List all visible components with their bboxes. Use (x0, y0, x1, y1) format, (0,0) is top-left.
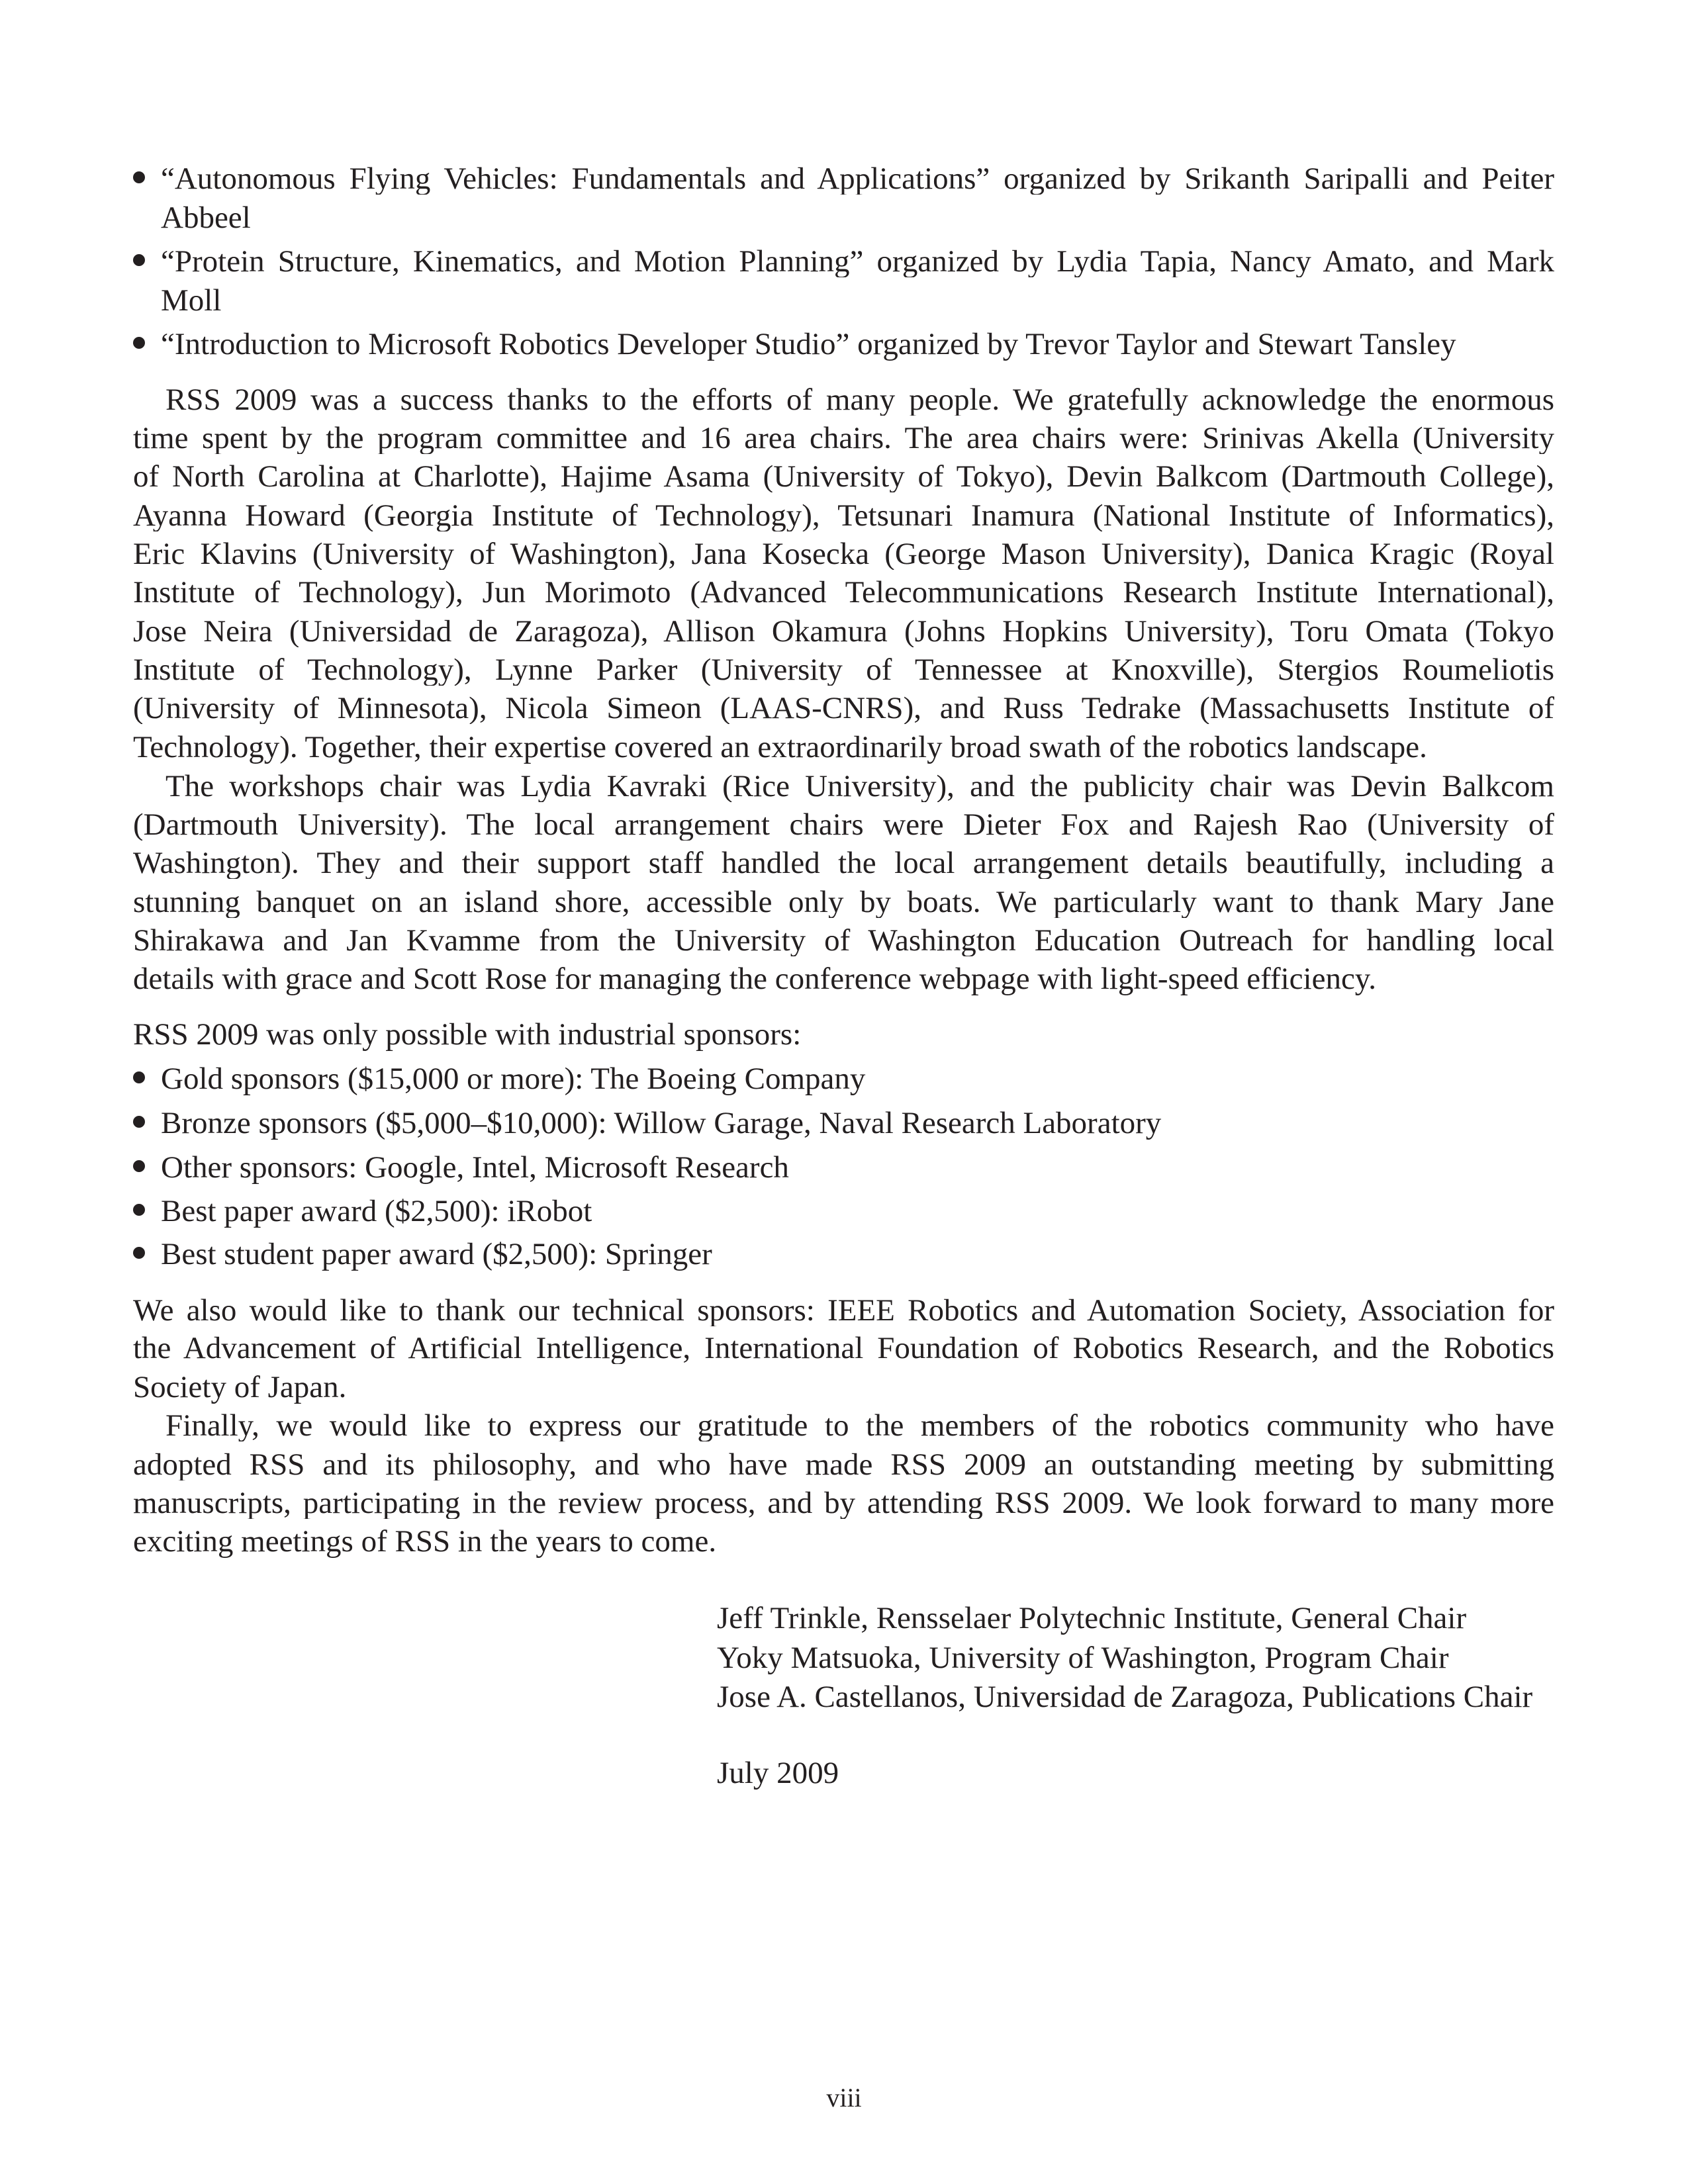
sponsors-intro: RSS 2009 was only possible with industrial sponsors: (133, 1017, 802, 1052)
text-line: Ayanna Howard (Georgia Institute of Technology), Tetsunari Inamura (National Institute of Informatics), (133, 500, 1554, 531)
tutorial-item: “Autonomous Flying Vehicles: Fundamentals and Applications” organized by Srikanth Saripalli and Peiter (161, 163, 1554, 195)
text-line: (University of Minnesota), Nicola Simeon (LAAS-CNRS), and Russ Tedrake (Massachusetts Institute of (133, 693, 1554, 724)
text-line: RSS 2009 was a success thanks to the efforts of many people. We gratefully acknowledge the enormous (165, 385, 1554, 416)
sponsor-item: Best student paper award ($2,500): Springer (161, 1237, 712, 1271)
sponsor-item: Bronze sponsors ($5,000–$10,000): Willow Garage, Naval Research Laboratory (161, 1106, 1162, 1140)
tutorial-item-continuation: Moll (161, 283, 222, 318)
bullet-icon (133, 1116, 145, 1128)
text-line: We also would like to thank our technical sponsors: IEEE Robotics and Automation Society, Association for (133, 1295, 1554, 1326)
text-line: stunning banquet on an island shore, accessible only by boats. We particularly want to thank Mary Jane (133, 887, 1554, 918)
bullet-icon (133, 337, 145, 349)
tutorial-item: “Protein Structure, Kinematics, and Motion Planning” organized by Lydia Tapia, Nancy Amato, and Mark (161, 246, 1554, 277)
signature-general-chair: Jeff Trinkle, Rensselaer Polytechnic Institute, General Chair (717, 1601, 1467, 1635)
bullet-icon (133, 171, 145, 183)
text-line: manuscripts, participating in the review process, and by attending RSS 2009. We look forward to many more (133, 1488, 1554, 1519)
bullet-icon (133, 1204, 145, 1216)
bullet-icon (133, 1071, 145, 1083)
text-line: of North Carolina at Charlotte), Hajime Asama (University of Tokyo), Devin Balkcom (Dartmouth College), (133, 461, 1554, 492)
text-line: Washington). They and their support staff handled the local arrangement details beautifully, including a (133, 848, 1554, 879)
text-line: (Dartmouth University). The local arrangement chairs were Dieter Fox and Rajesh Rao (University of (133, 809, 1554, 841)
text-line: Finally, we would like to express our gratitude to the members of the robotics community who have (165, 1410, 1554, 1441)
bullet-icon (133, 254, 145, 266)
text-line: Shirakawa and Jan Kvamme from the University of Washington Education Outreach for handling local (133, 925, 1554, 956)
text-line: adopted RSS and its philosophy, and who have made RSS 2009 an outstanding meeting by submitting (133, 1449, 1554, 1480)
text-line: Institute of Technology), Jun Morimoto (Advanced Telecommunications Research Institute International), (133, 577, 1554, 608)
text-line: the Advancement of Artificial Intelligence, International Foundation of Robotics Research, and the Robotics (133, 1333, 1554, 1364)
text-line: exciting meetings of RSS in the years to come. (133, 1524, 717, 1559)
bullet-icon (133, 1247, 145, 1259)
tutorial-item: “Introduction to Microsoft Robotics Developer Studio” organized by Trevor Taylor and Stewart Tansley (161, 327, 1456, 361)
text-line: Eric Klavins (University of Washington), Jana Kosecka (George Mason University), Danica Kragic (Royal (133, 539, 1554, 570)
text-line: The workshops chair was Lydia Kavraki (Rice University), and the publicity chair was Devin Balkcom (165, 771, 1554, 802)
text-line: Jose Neira (Universidad de Zaragoza), Allison Okamura (Johns Hopkins University), Toru Omata (Tokyo (133, 616, 1554, 647)
signature-program-chair: Yoky Matsuoka, University of Washington, Program Chair (717, 1641, 1449, 1675)
text-line: Technology). Together, their expertise covered an extraordinarily broad swath of the robotics landscape. (133, 730, 1427, 764)
text-line: Institute of Technology), Lynne Parker (University of Tennessee at Knoxville), Stergios Roumeliotis (133, 655, 1554, 686)
text-line: time spent by the program committee and 16 area chairs. The area chairs were: Srinivas Akella (University (133, 423, 1554, 454)
sponsor-item: Best paper award ($2,500): iRobot (161, 1194, 592, 1228)
page-number: viii (826, 2083, 862, 2113)
text-line: details with grace and Scott Rose for managing the conference webpage with light-speed efficiency. (133, 962, 1377, 996)
bullet-icon (133, 1160, 145, 1172)
text-line: Society of Japan. (133, 1370, 347, 1404)
signature-publications-chair: Jose A. Castellanos, Universidad de Zaragoza, Publications Chair (717, 1680, 1533, 1714)
tutorial-item-continuation: Abbeel (161, 201, 251, 235)
sponsor-item: Other sponsors: Google, Intel, Microsoft Research (161, 1150, 789, 1185)
signature-date: July 2009 (717, 1756, 839, 1790)
sponsor-item: Gold sponsors ($15,000 or more): The Boeing Company (161, 1062, 866, 1096)
